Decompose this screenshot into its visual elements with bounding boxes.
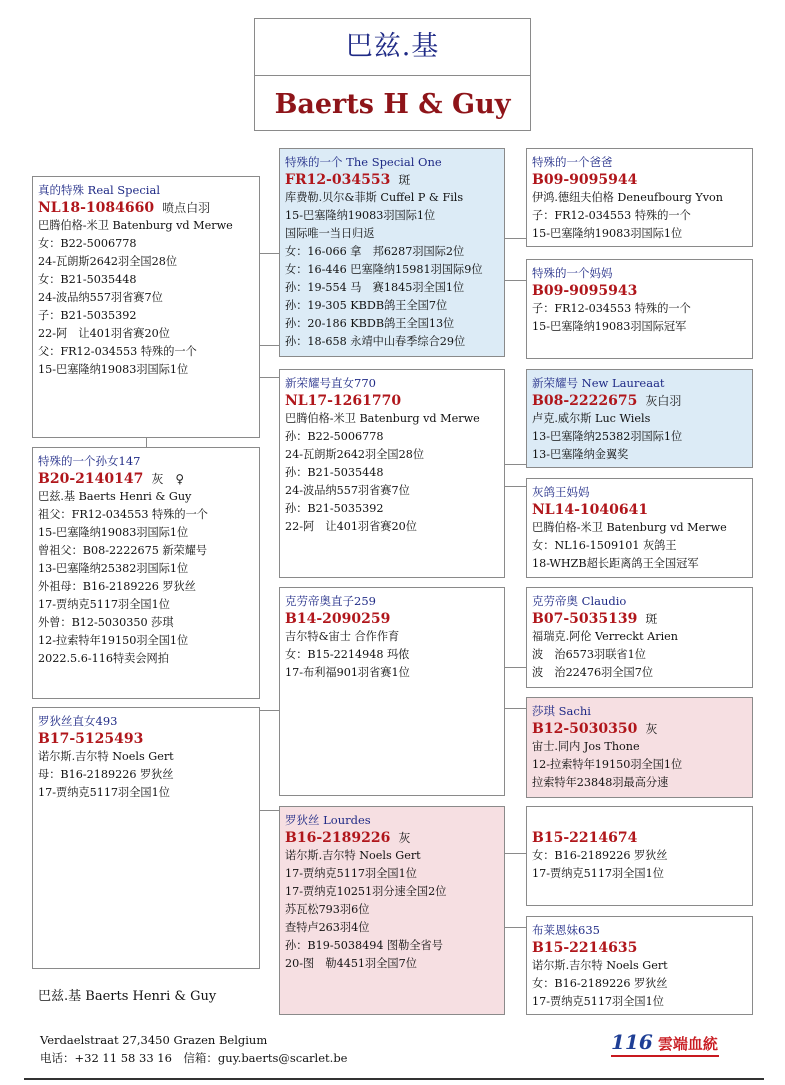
info-line: 外曾：B12-5030350 莎琪 — [38, 616, 174, 629]
info-line: 17-贾纳克10251羽分速全国2位 — [285, 885, 447, 898]
bird-title: 克劳帝奥 Claudio — [532, 594, 627, 608]
info-line: 国际唯一当日归返 — [285, 227, 375, 240]
info-line: 孙：B21-5035448 — [285, 466, 384, 479]
info-line: 查特卢263羽4位 — [285, 921, 370, 934]
ring-id: B15-2214635 — [532, 940, 638, 956]
connector-line — [505, 853, 526, 854]
info-line: 13-巴塞隆纳25382羽国际1位 — [532, 430, 683, 443]
info-line: 女：B15-2214948 玛侬 — [285, 648, 410, 661]
ring-number — [38, 199, 254, 217]
logo-underline — [611, 1055, 719, 1057]
connector-line — [505, 708, 526, 709]
info-line: 20-图 勒4451羽全国7位 — [285, 957, 417, 970]
info-line: 外祖母：B16-2189226 罗狄丝 — [38, 580, 196, 593]
info-line: 孙：19-554 马 赛1845羽全国1位 — [285, 281, 465, 294]
info-line: 女：16-446 巴塞隆纳15981羽国际9位 — [285, 263, 483, 276]
ring-number — [532, 829, 747, 847]
info-line: 库费勒.贝尔&菲斯 Cuffel P & Fils — [285, 191, 464, 204]
connector-line — [505, 280, 526, 281]
bird-title: 新荣耀号直女770 — [285, 376, 376, 390]
owner-name-english: Baerts H & Guy — [274, 89, 511, 120]
bottom-divider — [24, 1078, 764, 1080]
info-line: 孙：B22-5006778 — [285, 430, 384, 443]
info-line: 17-贾纳克5117羽全国1位 — [532, 995, 664, 1008]
info-line: 24-波品纳557羽省赛7位 — [285, 484, 410, 497]
info-line: 吉尔特&宙士 合作作育 — [285, 630, 400, 643]
bird-title: 特殊的一个孙女147 — [38, 454, 141, 468]
ring-id: B17-5125493 — [38, 731, 144, 747]
connector-line — [505, 238, 526, 239]
phone-email-line: 电话：+32 11 58 33 16 信箱：guy.baerts@scarlet.be — [40, 1051, 348, 1065]
info-line: 巴腾伯格-米卫 Batenburg vd Merwe — [285, 412, 480, 425]
owner-name-chinese: 巴兹.基 — [255, 19, 530, 76]
info-line: 22-阿 让401羽省赛20位 — [285, 520, 417, 533]
pedigree-header — [254, 18, 531, 131]
info-line: 女：16-066 拿 邦6287羽国际2位 — [285, 245, 465, 258]
ring-id: NL17-1261770 — [285, 393, 402, 409]
info-line: 17-贾纳克5117羽全国1位 — [38, 786, 170, 799]
info-line: 女：NL16-1509101 灰鸽王 — [532, 539, 677, 552]
connector-line — [259, 710, 280, 711]
info-line: 17-布利福901羽省赛1位 — [285, 666, 410, 679]
info-line: 子：FR12-034553 特殊的一个 — [532, 209, 691, 222]
ring-number — [532, 939, 747, 957]
pedigree-box-d3 — [32, 707, 260, 969]
info-line: 女：B16-2189226 罗狄丝 — [532, 977, 668, 990]
pedigree-box-g3 — [279, 587, 505, 796]
info-line: 女：B16-2189226 罗狄丝 — [532, 849, 668, 862]
bird-color: 灰白羽 — [645, 394, 682, 408]
bird-color: 斑 — [398, 173, 411, 187]
ring-id: B16-2189226 — [285, 830, 391, 846]
ring-number — [532, 610, 747, 628]
contact-block — [40, 1031, 347, 1067]
connector-line — [505, 464, 526, 465]
connector-line — [259, 253, 280, 254]
info-line: 拉索特年23848羽最高分速 — [532, 776, 669, 789]
ring-id: B20-2140147 — [38, 471, 144, 487]
info-line: 18-WHZB超长距离鸽王全国冠军 — [532, 557, 699, 570]
ring-number — [285, 171, 499, 189]
pedigree-box-gg7 — [526, 806, 753, 906]
info-line: 24-瓦朗斯2642羽全国28位 — [38, 255, 178, 268]
ring-number — [532, 392, 747, 410]
info-line: 12-拉索特年19150羽全国1位 — [532, 758, 683, 771]
pedigree-box-gg4 — [526, 478, 753, 578]
ring-id: NL14-1040641 — [532, 502, 649, 518]
bird-color: 灰 — [645, 722, 658, 736]
bird-title: 真的特殊 Real Special — [38, 183, 161, 197]
info-line: 父：FR12-034553 特殊的一个 — [38, 345, 197, 358]
info-line: 15-巴塞隆纳19083羽国际1位 — [38, 363, 189, 376]
info-line: 诺尔斯.吉尔特 Noels Gert — [285, 849, 421, 862]
ring-id: B07-5035139 — [532, 611, 638, 627]
pedigree-box-gg1 — [526, 148, 753, 247]
connector-line — [505, 486, 526, 487]
info-line: 24-波品纳557羽省赛7位 — [38, 291, 163, 304]
bird-title: 特殊的一个爸爸 — [532, 155, 613, 169]
info-line: 曾祖父：B08-2222675 新荣耀号 — [38, 544, 208, 557]
bird-title: 罗狄丝直女493 — [38, 714, 118, 728]
connector-line — [505, 927, 526, 928]
ring-number — [532, 171, 747, 189]
info-line: 17-贾纳克5117羽全国1位 — [285, 867, 417, 880]
info-line: 孙：B19-5038494 图勒全省号 — [285, 939, 443, 952]
bird-title: 灰鸽王妈妈 — [532, 485, 590, 499]
info-line: 巴兹.基 Baerts Henri & Guy — [38, 490, 192, 503]
info-line: 母：B16-2189226 罗狄丝 — [38, 768, 174, 781]
pedigree-box-dam — [32, 447, 260, 699]
info-line: 巴腾伯格-米卫 Batenburg vd Merwe — [532, 521, 727, 534]
ring-id: B12-5030350 — [532, 721, 638, 737]
info-line: 波 治22476羽全国7位 — [532, 666, 654, 679]
connector-line — [259, 810, 280, 811]
info-line: 孙：19-305 KBDB鸽王全国7位 — [285, 299, 448, 312]
info-line: 子：B21-5035392 — [38, 309, 137, 322]
info-line: 祖父：FR12-034553 特殊的一个 — [38, 508, 208, 521]
pedigree-box-subject — [32, 176, 260, 438]
ring-number — [532, 501, 747, 519]
pedigree-box-gg3 — [526, 369, 753, 468]
info-line: 孙：B21-5035392 — [285, 502, 384, 515]
info-line: 卢克.威尔斯 Luc Wiels — [532, 412, 651, 425]
info-line: 15-巴塞隆纳19083羽国际1位 — [285, 209, 436, 222]
bird-color: 灰 — [398, 831, 411, 845]
brand-logo — [611, 1030, 719, 1057]
connector-line — [146, 437, 147, 447]
ring-number — [532, 720, 747, 738]
info-line: 13-巴塞隆纳25382羽国际1位 — [38, 562, 189, 575]
ring-number — [38, 470, 254, 488]
info-line: 15-巴塞隆纳19083羽国际1位 — [532, 227, 683, 240]
info-line: 2022.5.6-116特卖会网拍 — [38, 652, 169, 665]
bird-title: 新荣耀号 New Laureaat — [532, 376, 665, 390]
info-line: 子：FR12-034553 特殊的一个 — [532, 302, 691, 315]
logo-number: 116 — [611, 1030, 653, 1054]
pedigree-box-g2 — [279, 369, 505, 578]
bird-title: 布莱恩妹635 — [532, 923, 600, 937]
pedigree-box-gg2 — [526, 259, 753, 359]
ring-id: B09-9095943 — [532, 283, 638, 299]
pedigree-box-g1 — [279, 148, 505, 357]
pedigree-box-gg6 — [526, 697, 753, 798]
pedigree-box-g4 — [279, 806, 505, 1015]
info-line: 苏瓦松793羽6位 — [285, 903, 370, 916]
ring-id: NL18-1084660 — [38, 200, 155, 216]
ring-id: B09-9095944 — [532, 172, 638, 188]
ring-id: B14-2090259 — [285, 611, 391, 627]
bird-title: 罗狄丝 Lourdes — [285, 813, 371, 827]
pedigree-box-gg8 — [526, 916, 753, 1015]
bird-color: 斑 — [645, 612, 658, 626]
info-line: 伊鸿.德纽夫伯格 Deneufbourg Yvon — [532, 191, 724, 204]
info-line: 15-巴塞隆纳19083羽国际1位 — [38, 526, 189, 539]
info-line: 15-巴塞隆纳19083羽国际冠军 — [532, 320, 687, 333]
info-line: 13-巴塞隆纳金翼奖 — [532, 448, 629, 461]
info-line: 17-贾纳克5117羽全国1位 — [38, 598, 170, 611]
ring-number — [285, 392, 499, 410]
ring-id: B08-2222675 — [532, 393, 638, 409]
info-line: 孙：20-186 KBDB鸽王全国13位 — [285, 317, 455, 330]
info-line: 孙：18-658 永靖中山春季综合29位 — [285, 335, 466, 348]
info-line: 诺尔斯.吉尔特 Noels Gert — [532, 959, 668, 972]
info-line: 12-拉索特年19150羽全国1位 — [38, 634, 189, 647]
info-line: 22-阿 让401羽省赛20位 — [38, 327, 170, 340]
connector-line — [259, 345, 280, 346]
connector-line — [259, 377, 280, 378]
address-line: Verdaelstraat 27,3450 Grazen Belgium — [40, 1033, 268, 1047]
info-line: 诺尔斯.吉尔特 Noels Gert — [38, 750, 174, 763]
logo-text: 雲端血統 — [657, 1035, 718, 1053]
ring-number — [285, 610, 499, 628]
ring-id: FR12-034553 — [285, 172, 391, 188]
connector-line — [505, 667, 526, 668]
info-line: 宙士.同内 Jos Thone — [532, 740, 640, 753]
bird-title: 特殊的一个 The Special One — [285, 155, 442, 169]
ring-number — [285, 829, 499, 847]
ring-number — [532, 282, 747, 300]
info-line: 福瑞克.阿伦 Verreckt Arien — [532, 630, 678, 643]
info-line: 波 治6573羽联省1位 — [532, 648, 646, 661]
pedigree-box-gg5 — [526, 587, 753, 688]
owner-signature: 巴兹.基 Baerts Henri & Guy — [38, 989, 217, 1004]
info-line: 女：B22-5006778 — [38, 237, 137, 250]
bird-title: 莎琪 Sachi — [532, 704, 591, 718]
info-line: 17-贾纳克5117羽全国1位 — [532, 867, 664, 880]
info-line: 女：B21-5035448 — [38, 273, 137, 286]
bird-color: 灰 ♀ — [151, 472, 185, 486]
info-line: 巴腾伯格-米卫 Batenburg vd Merwe — [38, 219, 233, 232]
bird-title: 克劳帝奥直子259 — [285, 594, 376, 608]
ring-id: B15-2214674 — [532, 830, 638, 846]
ring-number — [38, 730, 254, 748]
bird-title: 特殊的一个妈妈 — [532, 266, 613, 280]
info-line: 24-瓦朗斯2642羽全国28位 — [285, 448, 425, 461]
bird-color: 喷点白羽 — [162, 201, 211, 215]
